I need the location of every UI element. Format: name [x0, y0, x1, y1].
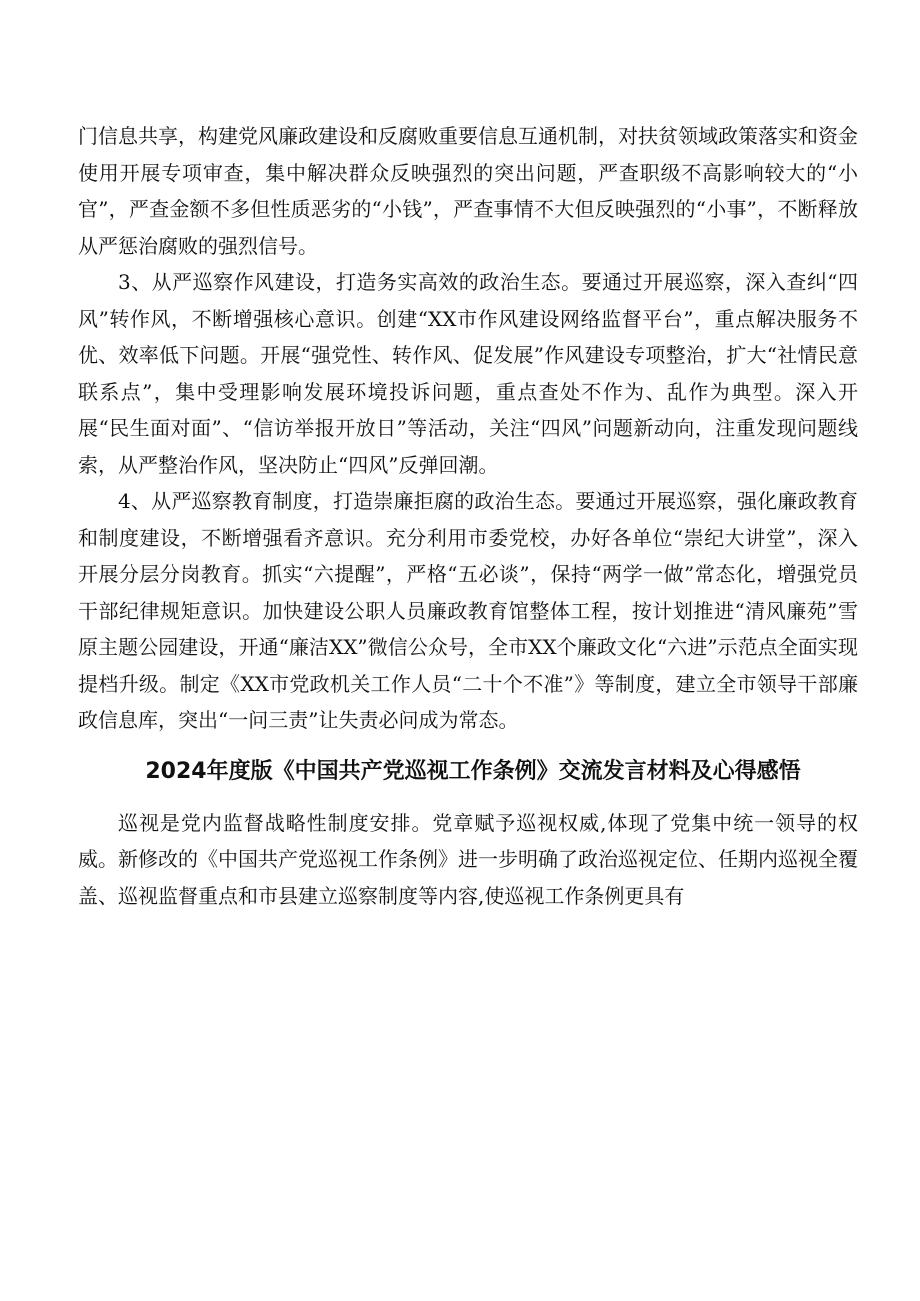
section-title: 2024年度版《中国共产党巡视工作条例》交流发言材料及心得感悟	[145, 758, 801, 784]
document-page	[78, 118, 858, 914]
body-paragraph-item-4: 4、从严巡察教育制度，打造崇廉拒腐的政治生态。要通过开展巡察，强化廉政教育和制度建设，不断增强看齐意识。充分利用市委党校，办好各单位“崇纪大讲堂”，深入开展分层分岗教育。抓实“六提醒”，严格“五必谈”，保持“两学一做”常态化，增强党员干部纪律规矩意识。加快建设公职人员廉政教育馆整体工程，按计划推进“清风廉苑”雪原主题公园建设，开通“廉洁XX”微信公众号，全市XX个廉政文化“六进”示范点全面实现提档升级。制定《XX市党政机关工作人员“二十个不准”》等制度，建立全市领导干部廉政信息库，突出“一问三责”让失责必问成为常态。	[78, 489, 858, 732]
body-paragraph-item-3: 3、从严巡察作风建设，打造务实高效的政治生态。要通过开展巡察，深入查纠“四风”转作风，不断增强核心意识。创建“XX市作风建设网络监督平台”，重点解决服务不优、效率低下问题。开展“强党性、转作风、促发展”作风建设专项整治，扩大“社情民意联系点”，集中受理影响发展环境投诉问题，重点查处不作为、乱作为典型。深入开展“民生面对面”、“信访举报开放日”等活动，关注“四风”问题新动向，注重发现问题线索，从严整治作风，坚决防止“四风”反弹回潮。	[78, 270, 858, 477]
body-paragraph-continued: 门信息共享，构建党风廉政建设和反腐败重要信息互通机制，对扶贫领域政策落实和资金使用开展专项审查，集中解决群众反映强烈的突出问题，严查职级不高影响较大的“小官”，严查金额不多但性质恶劣的“小钱”，严查事情不大但反映强烈的“小事”，不断释放从严惩治腐败的强烈信号。	[78, 124, 858, 258]
body-paragraph-intro: 巡视是党内监督战略性制度安排。党章赋予巡视权威,体现了党集中统一领导的权威。新修改的《中国共产党巡视工作条例》进一步明确了政治巡视定位、任期内巡视全覆盖、巡视监督重点和市县建立巡察制度等内容,使巡视工作条例更具有	[78, 810, 858, 908]
